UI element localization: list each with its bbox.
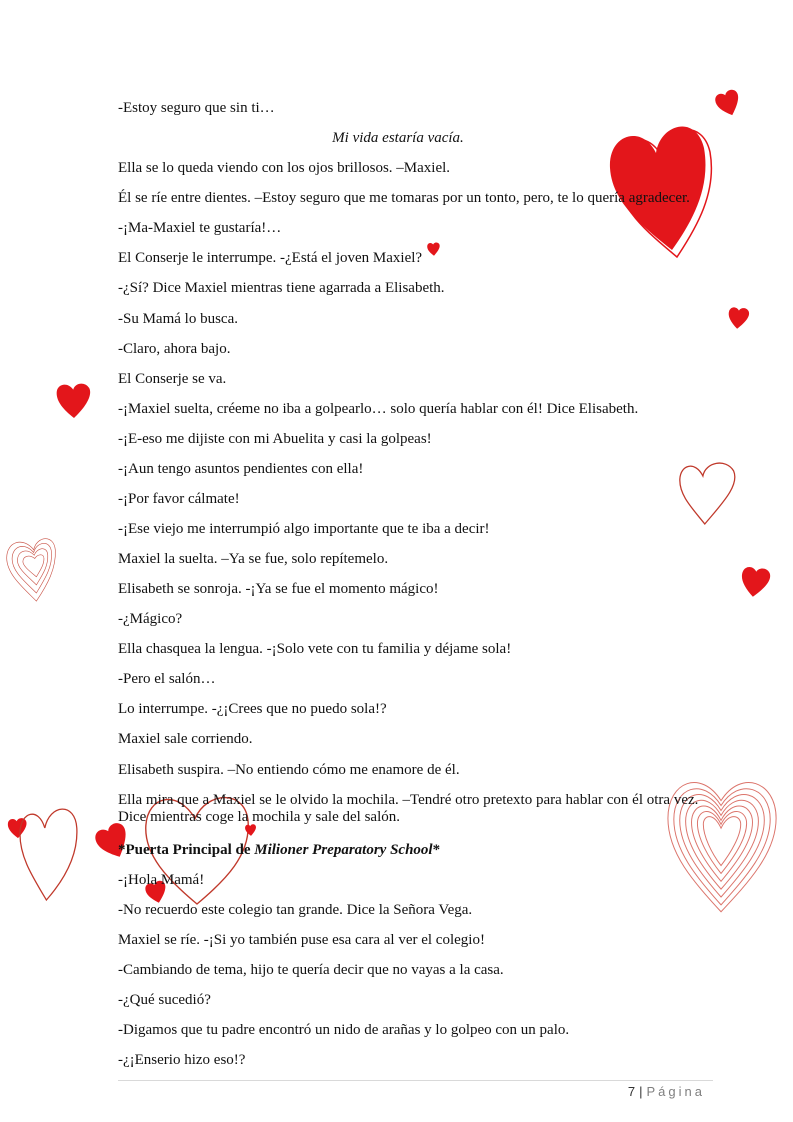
text-line: -¡Maxiel suelta, créeme no iba a golpearlo… solo quería hablar con él! Dice Elisabeth. — [118, 401, 639, 417]
text-line: Ella se lo queda viendo con los ojos brillosos. –Maxiel. — [118, 160, 451, 176]
text-line: El Conserje se va. — [118, 371, 227, 387]
scene-heading-prefix: *Puerta Principal de — [118, 842, 255, 858]
text-line: Ella chasquea la lengua. -¡Solo vete con tu familia y déjame sola! — [118, 641, 512, 657]
heart-outline-bottom-left-icon — [16, 800, 80, 904]
heart-left-icon — [54, 374, 94, 426]
text-line: Elisabeth suspira. –No entiendo cómo me enamore de él. — [118, 762, 460, 778]
heart-small-top-right-icon — [714, 82, 744, 124]
text-line: -Pero el salón… — [118, 671, 216, 687]
text-paragraph: Ella mira que a Maxiel se le olvido la mochila. –Tendré otro pretexto para hablar con él otra vez. Dice mientras coge la mochila y sale del salón. — [118, 792, 699, 825]
text-line: -No recuerdo este colegio tan grande. Dice la Señora Vega. — [118, 902, 473, 918]
text-line: Maxiel sale corriendo. — [118, 731, 253, 747]
text-line: -Digamos que tu padre encontró un nido de arañas y lo golpeo con un palo. — [118, 1022, 570, 1038]
page-number: 7 — [627, 1084, 636, 1099]
text-line: -¡Hola Mamá! — [118, 872, 205, 888]
text-line: -¡Aun tengo asuntos pendientes con ella! — [118, 461, 364, 477]
footer-separator: | — [639, 1084, 643, 1099]
text-line: -¡Ese viejo me interrumpió algo importante que te iba a decir! — [118, 521, 490, 537]
text-line: Lo interrumpe. -¿¡Crees que no puedo sola!? — [118, 701, 387, 717]
text-line: -¡E-eso me dijiste con mi Abuelita y casi la golpeas! — [118, 431, 432, 447]
text-line: -Cambiando de tema, hijo te quería decir que no vayas a la casa. — [118, 962, 504, 978]
text-line: Él se ríe entre dientes. –Estoy seguro que me tomaras por un tonto, pero, te lo quería agradecer. — [118, 190, 690, 206]
text-line: -¿Sí? Dice Maxiel mientras tiene agarrada a Elisabeth. — [118, 280, 445, 296]
scene-heading-school: Milioner Preparatory School — [254, 842, 433, 858]
text-line: Elisabeth se sonroja. -¡Ya se fue el momento mágico! — [118, 581, 439, 597]
text-line: Maxiel se ríe. -¡Si yo también puse esa cara al ver el colegio! — [118, 932, 485, 948]
text-line: -¡Por favor cálmate! — [118, 491, 240, 507]
heart-right-mid-icon — [738, 556, 774, 608]
page-word: Página — [646, 1084, 705, 1099]
text-line: -¿Mágico? — [118, 611, 183, 627]
text-line: Maxiel la suelta. –Ya se fue, solo repítemelo. — [118, 551, 389, 567]
text-line: El Conserje le interrumpe. -¿Está el joven Maxiel? — [118, 250, 423, 266]
heart-small-right-icon — [726, 300, 752, 336]
scene-heading-suffix: * — [432, 842, 441, 858]
heart-striped-large-right-icon — [664, 758, 782, 918]
text-line: -Estoy seguro que sin ti… — [118, 100, 275, 116]
text-line: -¿¡Enserio hizo eso!? — [118, 1052, 246, 1068]
page-footer — [628, 1084, 705, 1099]
footer-divider — [118, 1080, 713, 1081]
text-line: -¡Ma-Maxiel te gustaría!… — [118, 220, 282, 236]
text-line: -Claro, ahora bajo. — [118, 341, 231, 357]
text-line: -¿Qué sucedió? — [118, 992, 211, 1008]
scene-heading — [118, 842, 718, 859]
text-line: -Su Mamá lo busca. — [118, 311, 238, 327]
heart-striped-left-icon — [4, 526, 58, 606]
italic-verse-line: Mi vida estaría vacía. — [332, 130, 464, 146]
